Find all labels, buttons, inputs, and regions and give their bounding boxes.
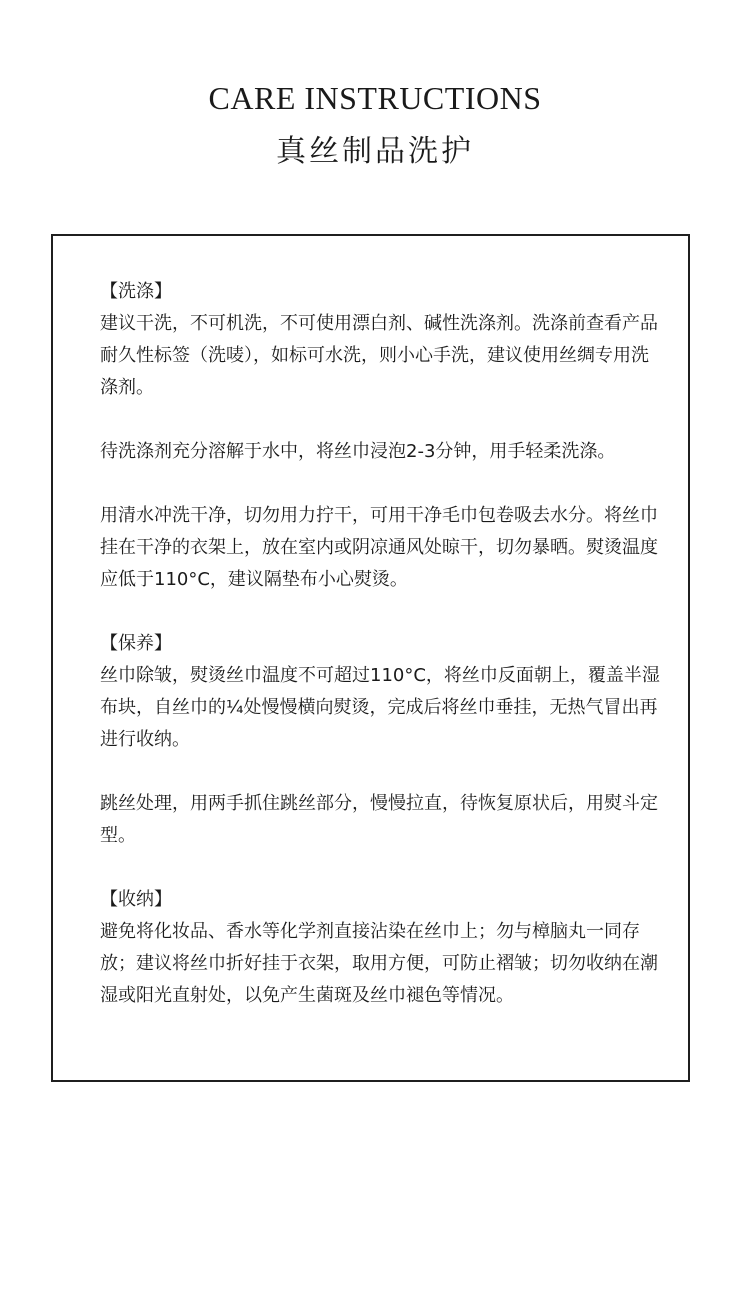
title-english: CARE INSTRUCTIONS bbox=[208, 80, 542, 116]
wash-paragraph-2: 待洗涤剂充分溶解于水中，将丝巾浸泡2-3分钟，用手轻柔洗涤。 bbox=[100, 441, 616, 462]
page-header bbox=[0, 78, 750, 172]
care-instructions-card bbox=[51, 234, 690, 1082]
wash-paragraph-1: 建议干洗，不可机洗，不可使用漂白剂、碱性洗涤剂。洗涤前查看产品耐久性标签（洗唛），如标可水洗，则小心手洗，建议使用丝绸专用洗涤剂。 bbox=[100, 313, 658, 398]
section-wash bbox=[100, 276, 660, 596]
section-care bbox=[100, 628, 660, 852]
section-title-wash: 【洗涤】 bbox=[100, 281, 172, 302]
care-paragraph-1: 丝巾除皱，熨烫丝巾温度不可超过110°C，将丝巾反面朝上，覆盖半湿布块，自丝巾的¼处慢慢横向熨烫，完成后将丝巾垂挂，无热气冒出再进行收纳。 bbox=[100, 665, 660, 750]
section-storage bbox=[100, 884, 660, 1012]
storage-paragraph-1: 避免将化妆品、香水等化学剂直接沾染在丝巾上；勿与樟脑丸一同存放；建议将丝巾折好挂于衣架，取用方便，可防止褶皱；切勿收纳在潮湿或阳光直射处，以免产生菌斑及丝巾褪色等情况。 bbox=[100, 921, 658, 1006]
section-title-storage: 【收纳】 bbox=[100, 889, 172, 910]
title-chinese: 真丝制品洗护 bbox=[276, 134, 474, 169]
wash-paragraph-3: 用清水冲洗干净，切勿用力拧干，可用干净毛巾包卷吸去水分。将丝巾挂在干净的衣架上，放在室内或阴凉通风处晾干，切勿暴晒。熨烫温度应低于110°C，建议隔垫布小心熨烫。 bbox=[100, 505, 658, 590]
card-content bbox=[100, 276, 660, 1012]
section-title-care: 【保养】 bbox=[100, 633, 172, 654]
care-paragraph-2: 跳丝处理，用两手抓住跳丝部分，慢慢拉直，待恢复原状后，用熨斗定型。 bbox=[100, 793, 658, 846]
